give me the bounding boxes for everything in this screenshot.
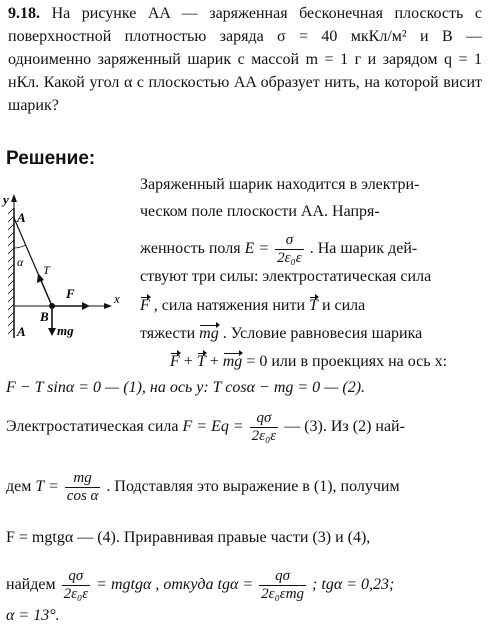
solution-line-7: F + T + mg = 0 или в проекциях на ось x:	[170, 353, 448, 370]
fraction-eq-left: $\frac{q\sigma}{\text{2ε₀ε}}$	[63, 568, 89, 602]
solution-heading: Решение:	[6, 148, 96, 169]
label-t: T	[43, 263, 50, 277]
solution-line-5: F , сила натяжения нити T и сила	[140, 297, 366, 314]
solution-line-6: тяжести mg . Условие равновесия шарика	[140, 325, 423, 342]
solution-line-2: ческом поле плоскости AA. Напря-	[140, 203, 380, 220]
solution-line-13: α = 13°.	[6, 607, 60, 624]
force-diagram	[0, 190, 130, 350]
fraction-eq: $\frac{q\sigma}{\text{2ε₀ε}}$	[251, 410, 277, 444]
label-a-bottom: A	[17, 324, 26, 339]
label-f: F	[66, 286, 75, 301]
vector-f: F	[140, 297, 150, 314]
fraction-tg: qσ 2ε₀εmg	[261, 568, 305, 602]
force-arrowhead	[82, 302, 90, 310]
vector-t: T	[309, 297, 318, 314]
charged-plane-hatch	[8, 208, 14, 338]
problem-statement	[8, 2, 482, 117]
solution-line-12: найдем $\frac{q\sigma}{\text{2ε₀ε}}$ = mgtgα , откуда tgα = qσ 2ε₀εmg ; tgα = 0,23;	[6, 568, 395, 602]
y-axis-arrowhead	[11, 194, 17, 202]
y-label: y	[3, 192, 9, 207]
solution-line-10: дем T = $\frac{mg}{\text{cos α}}$ . Подставляя это выражение в (1), получим	[6, 470, 400, 504]
tension-arrow	[40, 278, 52, 306]
label-b: B	[40, 309, 49, 324]
gravity-arrowhead	[48, 328, 56, 336]
solution-line-4: ствуют три силы: электростатическая сила	[140, 268, 432, 285]
solution-line-1: Заряженный шарик находится в электри-	[140, 176, 420, 193]
fraction-t: $\frac{mg}{\text{cos α}}$	[66, 470, 99, 504]
solution-line-8: F − T sinα = 0 — (1), на ось y: T cosα − mg = 0 — (2).	[6, 379, 366, 396]
solution-line-3: женность поля E = $\frac{\sigma}{\text{2ε₀ε}}$ . На шарик дей-	[140, 232, 418, 266]
problem-text: На рисунке AA — заряженная бесконечная плоскость с поверхностной плотностью заряда σ = 40 мкКл/м² и B — одноименно заряженный шарик с массой m = 1 г и зарядом q = 1 нКл. Какой угол α с плоскостью AA образует нить, на которой висит шарик?	[8, 5, 482, 114]
fraction-e: $\frac{\sigma}{\text{2ε₀ε}}$	[277, 232, 302, 266]
ball	[49, 303, 55, 309]
angle-arc	[14, 245, 26, 248]
vector-mg: mg	[199, 325, 219, 342]
solution-line-11: F = mgtgα — (4). Приравнивая правые части (3) и (4),	[6, 529, 371, 546]
x-label: x	[114, 291, 120, 306]
label-mg: mg	[57, 323, 74, 338]
solution-line-9: Электростатическая сила F = Eq = $\frac{q\sigma}{\text{2ε₀ε}}$ — (3). Из (2) най-	[6, 410, 405, 444]
label-alpha: α	[17, 255, 24, 269]
label-a-top: A	[17, 210, 26, 225]
problem-number: 9.18.	[8, 5, 40, 22]
x-axis-arrowhead	[104, 303, 112, 309]
